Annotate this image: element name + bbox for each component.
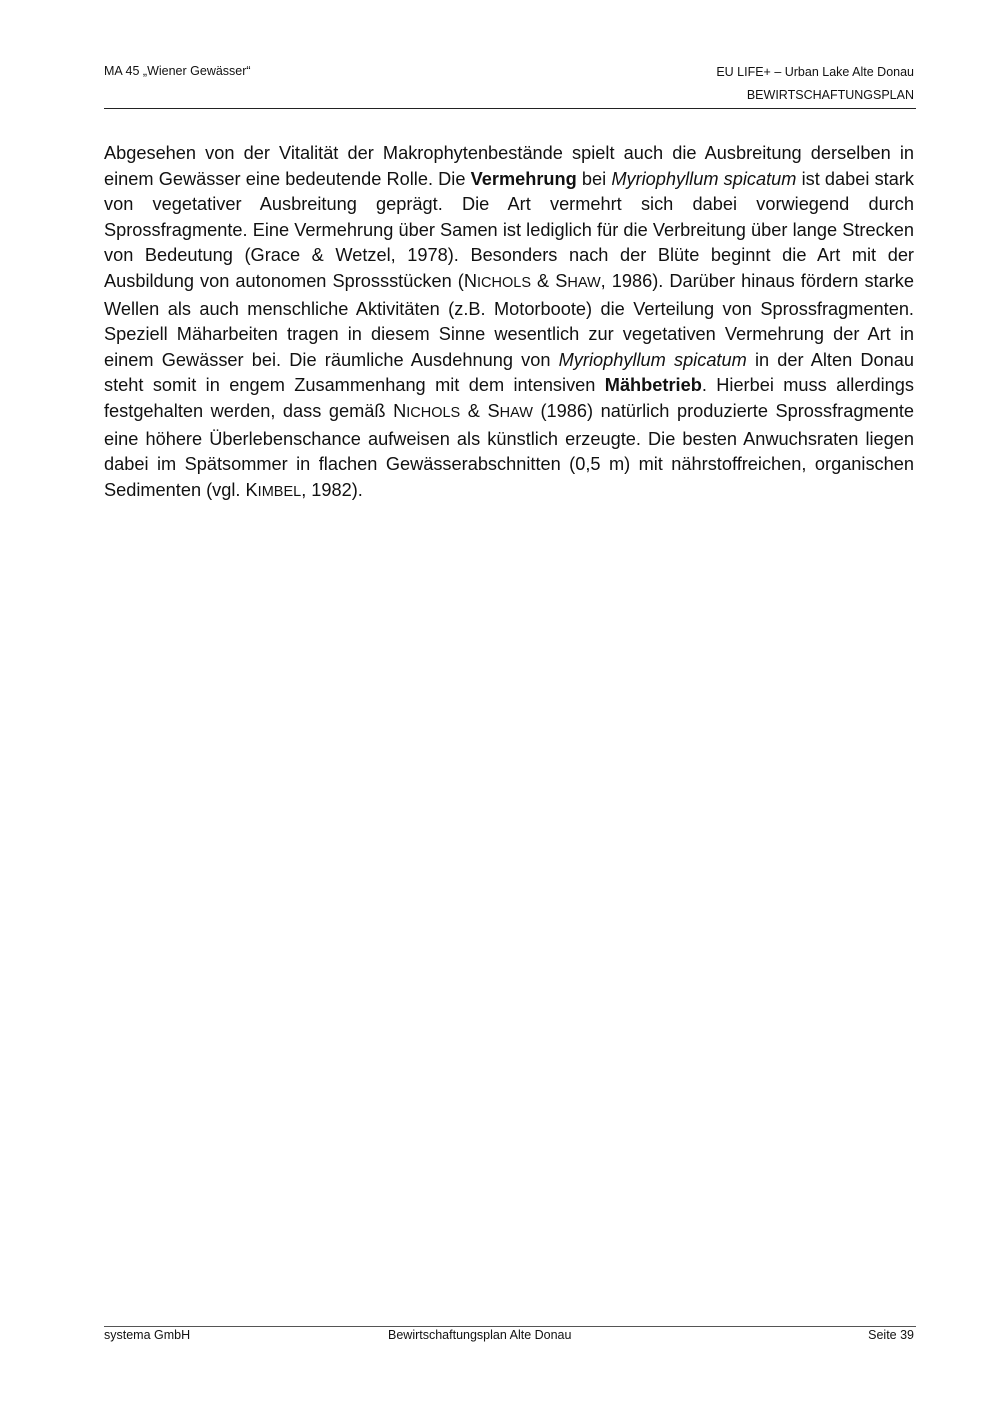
species-name: Myriophyllum spicatum <box>611 168 797 189</box>
text-run: (1986) natürlich produzierte Sprossfragmente eine höhere Überlebenschance aufweisen als künstlich erzeugte. Die besten Anwuchsraten liegen dabei im Spätsommer in flachen Gewässerabschnitten (0,5 m) mit nährstoffreichen, organischen Sedimenten (vgl. K <box>104 400 915 500</box>
text-run: & S <box>460 400 500 421</box>
text-run: Abgesehen von der Vitalität der Makrophytenbestände spielt auch die Ausbreitung derselben in einem Gewässer eine bedeutende Rolle. Die <box>104 143 914 189</box>
citation-author-smallcaps: ICHOLS <box>406 404 461 421</box>
body-paragraph <box>104 141 914 505</box>
page-number: Seite 39 <box>868 1328 914 1342</box>
bold-term-vermehrung: Vermehrung <box>470 168 577 189</box>
footer-document-title: Bewirtschaftungsplan Alte Donau <box>388 1328 572 1342</box>
header-document-type: BEWIRTSCHAFTUNGSPLAN <box>746 88 914 102</box>
citation-author-smallcaps: IMBEL <box>257 483 302 500</box>
footer-company: systema GmbH <box>104 1328 191 1342</box>
text-run: . Hierbei muss allerdings festgehalten werden, dass gemäß N <box>104 375 914 421</box>
header-organization: MA 45 „Wiener Gewässer“ <box>104 64 251 78</box>
page-header <box>104 60 916 109</box>
text-run: & S <box>531 270 568 291</box>
header-project-title: EU LIFE+ – Urban Lake Alte Donau <box>716 65 914 79</box>
text-run: ist dabei stark von vegetativer Ausbreitung geprägt. Die Art vermehrt sich dabei vorwiegend durch Sprossfragmente. Eine Vermehrung über Samen ist lediglich für die Verbreitung über lange Strecken von Bedeutung (Grace & Wetzel, 1978). Besonders nach der Blüte beginnt die Art mit der Ausbildung von autonomen Sprossstücken (N <box>104 168 914 291</box>
page-footer <box>104 1326 916 1349</box>
citation-author-smallcaps: HAW <box>499 404 533 421</box>
text-run: , 1986). Darüber hinaus fördern starke Wellen als auch menschliche Aktivitäten (z.B. Motorboote) die Verteilung von Sprossfragmenten. Speziell Mäharbeiten tragen in diesem Sinne wesentlich zur vegetativen Vermehrung der Art in einem Gewässer bei. Die räumliche Ausdehnung von <box>104 270 914 370</box>
citation-author-smallcaps: HAW <box>567 274 601 291</box>
text-run: in der Alten Donau steht somit in engem Zusammenhang mit dem intensiven <box>104 349 914 396</box>
species-name: Myriophyllum spicatum <box>558 349 747 370</box>
bold-term-maehbetrieb: Mähbetrieb <box>604 375 702 396</box>
text-run: bei <box>576 168 612 189</box>
text-run: , 1982). <box>301 479 363 500</box>
citation-author-smallcaps: ICHOLS <box>477 274 531 291</box>
